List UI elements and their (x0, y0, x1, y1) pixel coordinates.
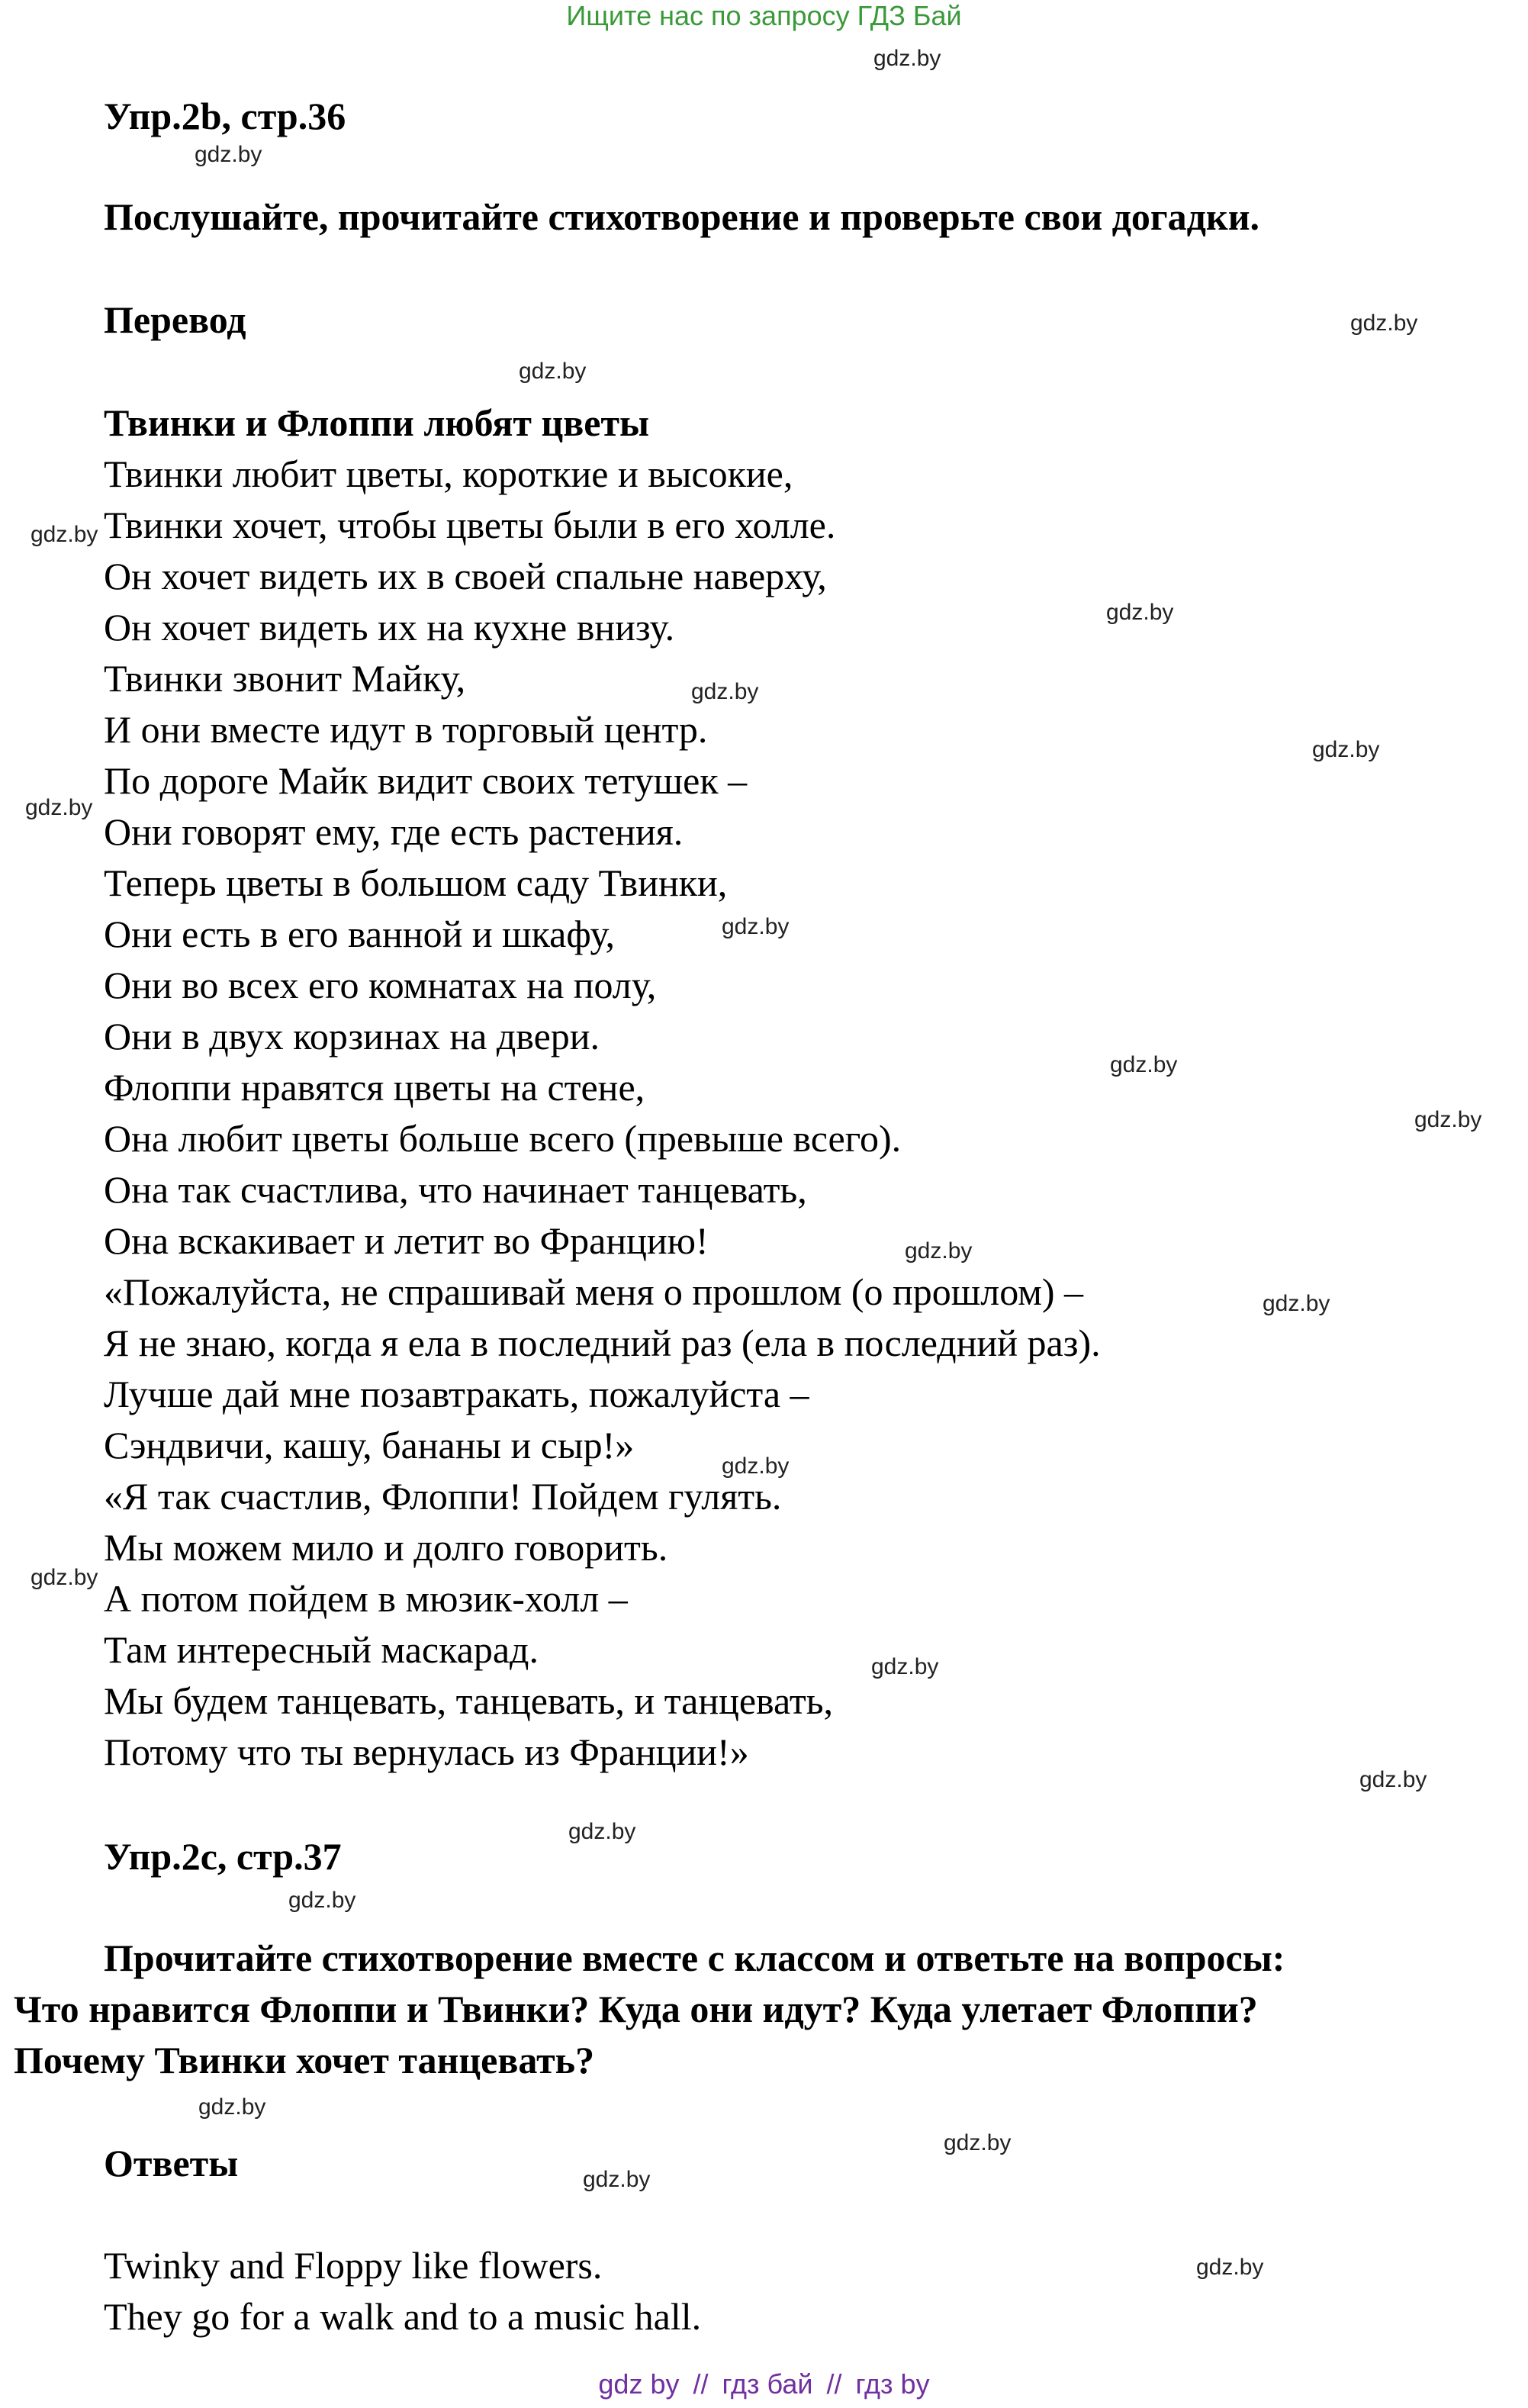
exercise-2c-task-line: Прочитайте стихотворение вместе с классом и ответьте на вопросы: (104, 1936, 1285, 1979)
poem-line: Он хочет видеть их на кухне внизу. (104, 606, 675, 649)
poem-line: Она любит цветы больше всего (превыше всего). (104, 1117, 902, 1160)
poem-line: Они есть в его ванной и шкафу, (104, 913, 616, 955)
poem-line: Она так счастлива, что начинает танцевать, (104, 1168, 807, 1211)
footer-separator: // (826, 2368, 842, 2400)
footer-separator: // (693, 2368, 709, 2400)
watermark: gdz.by (31, 522, 98, 547)
exercise-2c-title: Упр.2c, стр.37 (104, 1835, 342, 1878)
poem-line: Твинки звонит Майку, (104, 657, 466, 700)
poem-line: Я не знаю, когда я ела в последний раз (ела в последний раз). (104, 1322, 1101, 1364)
footer-links (0, 2368, 1528, 2400)
exercise-2b-task: Послушайте, прочитайте стихотворение и проверьте свои догадки. (104, 195, 1260, 238)
top-banner[interactable]: Ищите нас по запросу ГДЗ Бай (566, 0, 962, 31)
poem-line: Там интересный маскарад. (104, 1628, 539, 1671)
footer-link-gdz-by[interactable]: gdz by (598, 2368, 680, 2400)
watermark: gdz.by (944, 2130, 1012, 2155)
watermark: gdz.by (195, 142, 262, 167)
poem-line: По дороге Майк видит своих тетушек – (104, 759, 748, 802)
answer-line: Twinky and Floppy like flowers. (104, 2244, 603, 2287)
watermark: gdz.by (1350, 311, 1418, 336)
poem-line: Потому что ты вернулась из Франции!» (104, 1730, 749, 1773)
footer-link-gdz-by-ru[interactable]: гдз by (855, 2368, 930, 2400)
exercise-2c-task-line: Почему Твинки хочет танцевать? (14, 2039, 595, 2081)
answers-heading: Ответы (104, 2142, 239, 2184)
poem-line: Мы будем танцевать, танцевать, и танцевать, (104, 1679, 834, 1722)
watermark: gdz.by (25, 795, 93, 820)
watermark: gdz.by (1414, 1107, 1482, 1132)
poem-line: Он хочет видеть их в своей спальне наверху, (104, 555, 827, 597)
watermark: gdz.by (1196, 2255, 1264, 2280)
watermark: gdz.by (722, 1453, 790, 1479)
poem-line: «Пожалуйста, не спрашивай меня о прошлом (о прошлом) – (104, 1270, 1084, 1313)
watermark: gdz.by (519, 359, 587, 384)
poem-line: Они говорят ему, где есть растения. (104, 810, 684, 853)
watermark: gdz.by (583, 2167, 651, 2192)
watermark: gdz.by (691, 679, 759, 704)
poem-line: Лучше дай мне позавтракать, пожалуйста – (104, 1373, 809, 1415)
poem-line: Твинки хочет, чтобы цветы были в его холле. (104, 504, 836, 546)
watermark: gdz.by (1110, 1052, 1178, 1077)
exercise-2c-task-line: Что нравится Флоппи и Твинки? Куда они идут? Куда улетает Флоппи? (14, 1988, 1258, 2030)
poem-line: Флоппи нравятся цветы на стене, (104, 1066, 645, 1109)
watermark: gdz.by (1359, 1767, 1427, 1792)
poem-line: Они в двух корзинах на двери. (104, 1015, 600, 1058)
poem-title: Твинки и Флоппи любят цветы (104, 401, 650, 444)
footer-link-gdz-bai[interactable]: гдз бай (722, 2368, 813, 2400)
poem-line: Она вскакивает и летит во Францию! (104, 1219, 709, 1262)
watermark: gdz.by (198, 2094, 266, 2120)
poem-line: А потом пойдем в мюзик-холл – (104, 1577, 628, 1620)
answer-line: They go for a walk and to a music hall. (104, 2295, 702, 2338)
watermark: gdz.by (871, 1654, 939, 1679)
poem-line: «Я так счастлив, Флоппи! Пойдем гулять. (104, 1475, 782, 1518)
exercise-2b-title: Упр.2b, стр.36 (104, 95, 346, 137)
watermark: gdz.by (873, 46, 941, 71)
watermark: gdz.by (722, 914, 790, 939)
translation-heading: Перевод (104, 298, 246, 341)
poem-line: Сэндвичи, кашу, бананы и сыр!» (104, 1424, 635, 1466)
watermark: gdz.by (288, 1888, 356, 1913)
poem-line: Твинки любит цветы, короткие и высокие, (104, 452, 793, 495)
poem-line: Мы можем мило и долго говорить. (104, 1526, 668, 1569)
watermark: gdz.by (1312, 737, 1380, 762)
watermark: gdz.by (31, 1565, 98, 1590)
poem-line: И они вместе идут в торговый центр. (104, 708, 708, 751)
watermark: gdz.by (905, 1238, 973, 1264)
watermark: gdz.by (1263, 1291, 1330, 1316)
poem-line: Теперь цветы в большом саду Твинки, (104, 861, 728, 904)
watermark: gdz.by (568, 1819, 636, 1844)
watermark: gdz.by (1106, 600, 1174, 625)
poem-line: Они во всех его комнатах на полу, (104, 964, 657, 1006)
